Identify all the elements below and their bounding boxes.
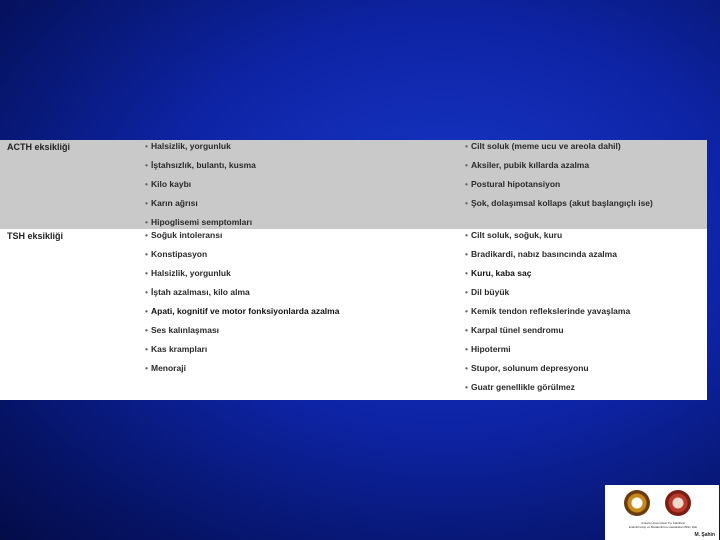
list-item: • Apati, kognitif ve motor fonksiyonlarda azalma <box>145 306 340 316</box>
bullet-icon: • <box>145 249 148 259</box>
bullet-icon: • <box>145 230 148 240</box>
list-item: • Karpal tünel sendromu <box>465 325 564 335</box>
list-item: • Bradikardi, nabız basıncında azalma <box>465 249 617 259</box>
bullet-icon: • <box>465 249 468 259</box>
faculty-seal-icon <box>665 490 691 516</box>
bullet-icon: • <box>465 325 468 335</box>
list-item: • Hipoglisemi semptomları <box>145 217 253 227</box>
list-item: • Menoraji <box>145 363 186 373</box>
list-item: • Kas krampları <box>145 344 208 354</box>
bullet-icon: • <box>465 268 468 278</box>
list-item: • Stupor, solunum depresyonu <box>465 363 589 373</box>
list-item: • Ses kalınlaşması <box>145 325 220 335</box>
bullet-icon: • <box>465 363 468 373</box>
bullet-icon: • <box>465 230 468 240</box>
bullet-icon: • <box>145 179 148 189</box>
bullet-icon: • <box>465 344 468 354</box>
list-item: • Kemik tendon reflekslerinde yavaşlama <box>465 306 631 316</box>
acth-signs-list <box>465 140 653 216</box>
list-item: • İştah azalması, kilo alma <box>145 287 250 297</box>
list-item: • Cilt soluk, soğuk, kuru <box>465 230 563 240</box>
bullet-icon: • <box>465 160 468 170</box>
acth-title: ACTH eksikliği <box>7 142 71 152</box>
institution-logo-box <box>605 485 719 540</box>
bullet-icon: • <box>145 325 148 335</box>
list-item: • Halsizlik, yorgunluk <box>145 141 231 151</box>
bullet-icon: • <box>145 287 148 297</box>
bullet-icon: • <box>145 217 148 227</box>
list-item: • Karın ağrısı <box>145 198 198 208</box>
list-item: • Kilo kaybı <box>145 179 192 189</box>
hormone-deficiency-table <box>0 140 707 400</box>
list-item: • Dil büyük <box>465 287 510 297</box>
bullet-icon: • <box>145 160 148 170</box>
bullet-icon: • <box>465 287 468 297</box>
tsh-section <box>0 229 707 400</box>
acth-symptoms-list <box>145 140 256 235</box>
list-item: • Cilt soluk (meme ucu ve areola dahil) <box>465 141 621 151</box>
list-item: • Soğuk intoleransı <box>145 230 223 240</box>
acth-section <box>0 140 707 229</box>
university-seal-icon <box>624 490 650 516</box>
bullet-icon: • <box>465 179 468 189</box>
bullet-icon: • <box>145 344 148 354</box>
bullet-icon: • <box>465 141 468 151</box>
bullet-icon: • <box>145 268 148 278</box>
list-item: • Halsizlik, yorgunluk <box>145 268 231 278</box>
list-item: • Kuru, kaba saç <box>465 268 532 278</box>
bullet-icon: • <box>465 382 468 392</box>
tsh-signs-list <box>465 229 630 400</box>
list-item: • Hipotermi <box>465 344 511 354</box>
tsh-symptoms-list <box>145 229 339 381</box>
author-name: M. Şahin <box>694 532 715 538</box>
list-item: • Konstipasyon <box>145 249 208 259</box>
bullet-icon: • <box>145 198 148 208</box>
tsh-title: TSH eksikliği <box>7 231 64 241</box>
bullet-icon: • <box>145 363 148 373</box>
list-item: • Guatr genellikle görülmez <box>465 382 575 392</box>
bullet-icon: • <box>465 198 468 208</box>
list-item: • Postural hipotansiyon <box>465 179 561 189</box>
bullet-icon: • <box>145 141 148 151</box>
list-item: • Şok, dolaşımsal kollaps (akut başlangıçlı ise) <box>465 198 653 208</box>
list-item: • Aksiler, pubik kıllarda azalma <box>465 160 590 170</box>
institution-text: Ankara Üniversitesi Tıp Fakültesi Endokrinoloji ve Metabolizma Hastalıkları Bilim Dalı <box>628 521 698 529</box>
bullet-icon: • <box>465 306 468 316</box>
list-item: • İştahsızlık, bulantı, kusma <box>145 160 256 170</box>
bullet-icon: • <box>145 306 148 316</box>
